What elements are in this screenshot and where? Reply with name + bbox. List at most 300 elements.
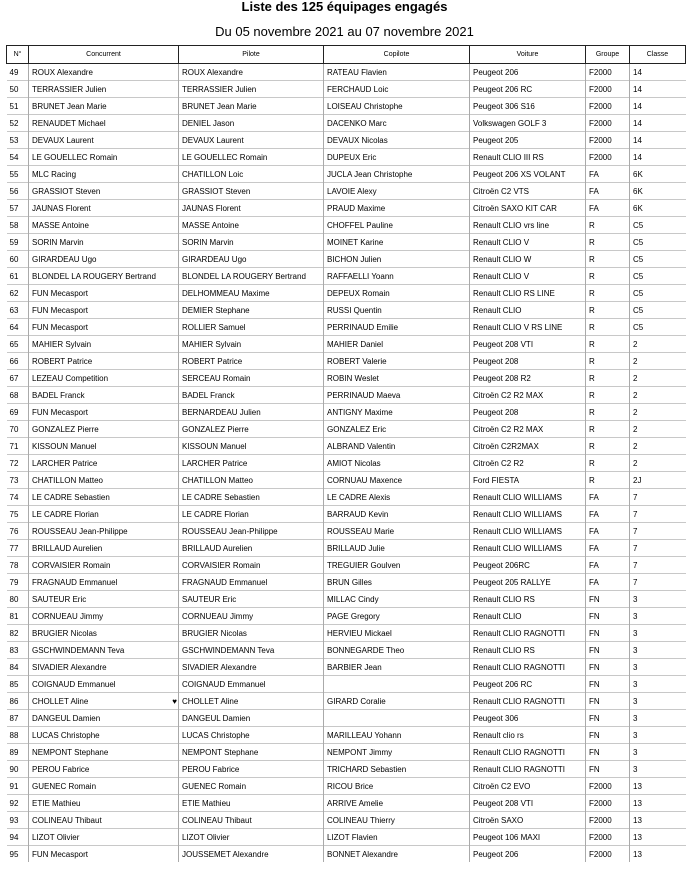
- classe-text: 7: [633, 526, 638, 536]
- copilote-text: HERVIEU Mickael: [327, 628, 392, 638]
- crew-number-text: 81: [9, 611, 19, 621]
- groupe-text: R: [589, 305, 595, 315]
- classe-cell: [630, 472, 686, 489]
- pilote-text: CHATILLON Loic: [182, 169, 244, 179]
- pilote-cell: [179, 727, 324, 744]
- voiture-text: Renault CLIO WILLIAMS: [473, 492, 562, 502]
- groupe-text: R: [589, 271, 595, 281]
- copilote-cell: [324, 778, 470, 795]
- voiture-cell: [470, 370, 586, 387]
- crew-number-text: 56: [9, 186, 19, 196]
- concurrent-text: FUN Mecasport: [32, 407, 89, 417]
- table-row: [7, 268, 686, 285]
- voiture-cell: [470, 489, 586, 506]
- groupe-text: FN: [589, 713, 600, 723]
- voiture-text: Peugeot 106 MAXI: [473, 832, 541, 842]
- concurrent-text: LE CADRE Sebastien: [32, 492, 110, 502]
- table-row: [7, 319, 686, 336]
- table-row: [7, 200, 686, 217]
- pilote-cell: [179, 268, 324, 285]
- copilote-cell: [324, 642, 470, 659]
- pilote-text: MAHIER Sylvain: [182, 339, 242, 349]
- concurrent-cell: [29, 489, 179, 506]
- classe-text: 13: [633, 781, 642, 791]
- classe-text: 7: [633, 492, 638, 502]
- copilote-text: LE CADRE Alexis: [327, 492, 391, 502]
- groupe-text: FN: [589, 628, 600, 638]
- pilote-cell: [179, 64, 324, 81]
- groupe-text: FA: [589, 577, 599, 587]
- voiture-text: Renault clio rs: [473, 730, 524, 740]
- concurrent-text: FUN Mecasport: [32, 849, 89, 859]
- voiture-cell: [470, 693, 586, 710]
- groupe-text: F2000: [589, 118, 612, 128]
- classe-cell: [630, 166, 686, 183]
- copilote-cell: [324, 506, 470, 523]
- groupe-cell: [586, 149, 630, 166]
- voiture-text: Renault CLIO: [473, 305, 522, 315]
- table-row: [7, 693, 686, 710]
- classe-text: 6K: [633, 169, 643, 179]
- concurrent-cell: [29, 523, 179, 540]
- pilote-text: PEROU Fabrice: [182, 764, 240, 774]
- concurrent-cell: [29, 676, 179, 693]
- concurrent-text: CHATILLON Matteo: [32, 475, 103, 485]
- crew-number-cell: [7, 251, 29, 268]
- classe-cell: [630, 829, 686, 846]
- pilote-text: CORNUEAU Jimmy: [182, 611, 254, 621]
- crew-number-cell: [7, 302, 29, 319]
- crew-table: [6, 45, 686, 862]
- groupe-text: FN: [589, 611, 600, 621]
- groupe-cell: [586, 98, 630, 115]
- crew-number-text: 88: [9, 730, 19, 740]
- groupe-cell: [586, 472, 630, 489]
- pilote-cell: [179, 98, 324, 115]
- classe-text: 2J: [633, 475, 642, 485]
- classe-text: 13: [633, 815, 642, 825]
- pilote-text: BADEL Franck: [182, 390, 235, 400]
- voiture-cell: [470, 727, 586, 744]
- classe-text: C5: [633, 305, 644, 315]
- groupe-cell: [586, 574, 630, 591]
- crew-number-text: 67: [9, 373, 19, 383]
- copilote-text: MAHIER Daniel: [327, 339, 384, 349]
- copilote-text: MILLAC Cindy: [327, 594, 379, 604]
- concurrent-cell: [29, 302, 179, 319]
- copilote-cell: [324, 251, 470, 268]
- concurrent-text: BRUGIER Nicolas: [32, 628, 97, 638]
- copilote-cell: [324, 591, 470, 608]
- voiture-cell: [470, 778, 586, 795]
- classe-text: 2: [633, 373, 638, 383]
- pilote-text: DEVAUX Laurent: [182, 135, 244, 145]
- groupe-cell: [586, 727, 630, 744]
- concurrent-text: GIRARDEAU Ugo: [32, 254, 97, 264]
- concurrent-text: LEZEAU Competition: [32, 373, 109, 383]
- crew-number-text: 76: [9, 526, 19, 536]
- pilote-text: LIZOT Olivier: [182, 832, 230, 842]
- table-row: [7, 523, 686, 540]
- table-row: [7, 625, 686, 642]
- classe-cell: [630, 557, 686, 574]
- concurrent-text: LARCHER Patrice: [32, 458, 98, 468]
- copilote-text: TRICHARD Sebastien: [327, 764, 407, 774]
- copilote-text: GIRARD Coralie: [327, 696, 386, 706]
- concurrent-cell: [29, 115, 179, 132]
- copilote-text: GONZALEZ Eric: [327, 424, 387, 434]
- copilote-text: LOISEAU Christophe: [327, 101, 403, 111]
- pilote-cell: [179, 438, 324, 455]
- groupe-text: R: [589, 322, 595, 332]
- crew-number-text: 90: [9, 764, 19, 774]
- crew-number-cell: [7, 115, 29, 132]
- concurrent-text: RENAUDET Michael: [32, 118, 106, 128]
- classe-cell: [630, 659, 686, 676]
- copilote-text: NEMPONT Jimmy: [327, 747, 393, 757]
- classe-cell: [630, 319, 686, 336]
- crew-number-text: 64: [9, 322, 19, 332]
- crew-number-cell: [7, 166, 29, 183]
- table-row: [7, 455, 686, 472]
- classe-cell: [630, 625, 686, 642]
- groupe-text: FA: [589, 492, 599, 502]
- pilote-text: SIVADIER Alexandre: [182, 662, 257, 672]
- voiture-text: Renault CLIO RAGNOTTI: [473, 764, 566, 774]
- classe-text: 3: [633, 628, 638, 638]
- table-row: [7, 744, 686, 761]
- groupe-cell: [586, 778, 630, 795]
- concurrent-cell: [29, 268, 179, 285]
- concurrent-text: JAUNAS Florent: [32, 203, 91, 213]
- groupe-text: F2000: [589, 101, 612, 111]
- pilote-text: GONZALEZ Pierre: [182, 424, 249, 434]
- copilote-cell: [324, 574, 470, 591]
- voiture-text: Renault CLIO WILLIAMS: [473, 509, 562, 519]
- crew-number-cell: [7, 625, 29, 642]
- crew-number-text: 84: [9, 662, 19, 672]
- crew-number-cell: [7, 132, 29, 149]
- table-row: [7, 234, 686, 251]
- voiture-text: Peugeot 206: [473, 67, 519, 77]
- classe-cell: [630, 149, 686, 166]
- pilote-text: FRAGNAUD Emmanuel: [182, 577, 268, 587]
- voiture-text: Peugeot 208: [473, 356, 519, 366]
- classe-text: 3: [633, 713, 638, 723]
- concurrent-text: LIZOT Olivier: [32, 832, 80, 842]
- table-row: [7, 302, 686, 319]
- voiture-cell: [470, 438, 586, 455]
- pilote-cell: [179, 846, 324, 863]
- pilote-text: DEMIER Stephane: [182, 305, 250, 315]
- classe-cell: [630, 489, 686, 506]
- groupe-cell: [586, 591, 630, 608]
- table-row: [7, 489, 686, 506]
- groupe-cell: [586, 659, 630, 676]
- crew-number-text: 62: [9, 288, 19, 298]
- concurrent-cell: [29, 183, 179, 200]
- crew-number-text: 82: [9, 628, 19, 638]
- groupe-text: R: [589, 288, 595, 298]
- pilote-cell: [179, 489, 324, 506]
- groupe-text: F2000: [589, 67, 612, 77]
- copilote-text: BONNET Alexandre: [327, 849, 398, 859]
- crew-number-cell: [7, 829, 29, 846]
- groupe-cell: [586, 540, 630, 557]
- crew-number-text: 93: [9, 815, 19, 825]
- crew-number-text: 60: [9, 254, 19, 264]
- groupe-cell: [586, 251, 630, 268]
- concurrent-text: FUN Mecasport: [32, 305, 89, 315]
- crew-number-cell: [7, 659, 29, 676]
- concurrent-text: ROUX Alexandre: [32, 67, 93, 77]
- copilote-cell: [324, 455, 470, 472]
- voiture-text: Peugeot 205 RALLYE: [473, 577, 551, 587]
- pilote-text: SERCEAU Romain: [182, 373, 251, 383]
- voiture-text: Renault CLIO V: [473, 271, 530, 281]
- table-row: [7, 642, 686, 659]
- copilote-cell: [324, 472, 470, 489]
- groupe-text: FN: [589, 662, 600, 672]
- copilote-cell: [324, 761, 470, 778]
- crew-number-text: 71: [9, 441, 19, 451]
- table-row: [7, 761, 686, 778]
- copilote-text: RATEAU Flavien: [327, 67, 387, 77]
- concurrent-cell: [29, 557, 179, 574]
- groupe-cell: [586, 846, 630, 863]
- copilote-cell: [324, 387, 470, 404]
- pilote-text: ROUX Alexandre: [182, 67, 243, 77]
- voiture-text: Renault CLIO RS LINE: [473, 288, 555, 298]
- voiture-cell: [470, 353, 586, 370]
- voiture-cell: [470, 302, 586, 319]
- voiture-text: Citroën C2 R2: [473, 458, 524, 468]
- classe-cell: [630, 574, 686, 591]
- concurrent-cell: [29, 98, 179, 115]
- concurrent-text: PEROU Fabrice: [32, 764, 90, 774]
- concurrent-cell: [29, 421, 179, 438]
- groupe-text: R: [589, 356, 595, 366]
- table-row: [7, 795, 686, 812]
- crew-number-text: 92: [9, 798, 19, 808]
- voiture-text: Citroën SAXO: [473, 815, 524, 825]
- copilote-cell: [324, 812, 470, 829]
- table-row: [7, 166, 686, 183]
- groupe-text: FA: [589, 509, 599, 519]
- concurrent-text: MASSE Antoine: [32, 220, 89, 230]
- groupe-text: F2000: [589, 135, 612, 145]
- copilote-cell: [324, 523, 470, 540]
- copilote-cell: [324, 268, 470, 285]
- classe-text: 2: [633, 356, 638, 366]
- crew-number-text: 58: [9, 220, 19, 230]
- crew-number-text: 95: [9, 849, 19, 859]
- classe-text: 13: [633, 832, 642, 842]
- col-concurrent-header: Concurrent: [29, 46, 179, 64]
- classe-cell: [630, 608, 686, 625]
- voiture-cell: [470, 557, 586, 574]
- crew-number-cell: [7, 761, 29, 778]
- pilote-text: SAUTEUR Eric: [182, 594, 237, 604]
- col-copilote-header: Copilote: [324, 46, 470, 64]
- groupe-cell: [586, 268, 630, 285]
- crew-number-cell: [7, 727, 29, 744]
- concurrent-cell: [29, 455, 179, 472]
- concurrent-cell: [29, 132, 179, 149]
- copilote-cell: [324, 693, 470, 710]
- groupe-cell: [586, 489, 630, 506]
- classe-text: 7: [633, 560, 638, 570]
- page-title: Liste des 125 équipages engagés: [241, 0, 448, 14]
- classe-cell: [630, 387, 686, 404]
- table-row: [7, 98, 686, 115]
- crew-number-cell: [7, 81, 29, 98]
- voiture-text: Peugeot 306: [473, 713, 519, 723]
- pilote-text: COIGNAUD Emmanuel: [182, 679, 266, 689]
- crew-number-cell: [7, 98, 29, 115]
- copilote-cell: [324, 149, 470, 166]
- pilote-cell: [179, 608, 324, 625]
- voiture-text: Citroën C2 R2 MAX: [473, 390, 544, 400]
- concurrent-cell: [29, 353, 179, 370]
- classe-cell: [630, 98, 686, 115]
- groupe-cell: [586, 693, 630, 710]
- classe-text: 2: [633, 339, 638, 349]
- copilote-cell: [324, 608, 470, 625]
- concurrent-cell: [29, 506, 179, 523]
- copilote-cell: [324, 438, 470, 455]
- copilote-text: PRAUD Maxime: [327, 203, 386, 213]
- groupe-text: FA: [589, 526, 599, 536]
- classe-cell: [630, 455, 686, 472]
- classe-text: 3: [633, 764, 638, 774]
- pilote-text: CORVAISIER Romain: [182, 560, 261, 570]
- groupe-text: FA: [589, 543, 599, 553]
- crew-number-cell: [7, 812, 29, 829]
- classe-cell: [630, 200, 686, 217]
- table-row: [7, 608, 686, 625]
- table-row: [7, 710, 686, 727]
- crew-number-cell: [7, 353, 29, 370]
- concurrent-cell: [29, 608, 179, 625]
- pilote-text: BLONDEL LA ROUGERY Bertrand: [182, 271, 306, 281]
- concurrent-cell: [29, 200, 179, 217]
- crew-number-text: 94: [9, 832, 19, 842]
- concurrent-text: ROUSSEAU Jean-Philippe: [32, 526, 128, 536]
- voiture-cell: [470, 829, 586, 846]
- concurrent-cell: [29, 81, 179, 98]
- voiture-text: Renault CLIO WILLIAMS: [473, 526, 562, 536]
- copilote-cell: [324, 676, 470, 693]
- pilote-cell: [179, 234, 324, 251]
- voiture-cell: [470, 795, 586, 812]
- groupe-cell: [586, 455, 630, 472]
- classe-cell: [630, 132, 686, 149]
- classe-text: C5: [633, 288, 644, 298]
- copilote-text: BARBIER Jean: [327, 662, 382, 672]
- concurrent-text: KISSOUN Manuel: [32, 441, 97, 451]
- groupe-cell: [586, 234, 630, 251]
- concurrent-cell: [29, 829, 179, 846]
- table-row: [7, 829, 686, 846]
- voiture-text: Peugeot 206RC: [473, 560, 530, 570]
- voiture-cell: [470, 234, 586, 251]
- crew-number-text: 77: [9, 543, 19, 553]
- voiture-text: Renault CLIO WILLIAMS: [473, 543, 562, 553]
- pilote-cell: [179, 812, 324, 829]
- crew-number-text: 87: [9, 713, 19, 723]
- pilote-text: GUENEC Romain: [182, 781, 247, 791]
- voiture-text: Ford FIESTA: [473, 475, 520, 485]
- pilote-cell: [179, 132, 324, 149]
- concurrent-text: FUN Mecasport: [32, 322, 89, 332]
- table-row: [7, 64, 686, 81]
- pilote-text: COLINEAU Thibaut: [182, 815, 252, 825]
- copilote-text: ARRIVE Amelie: [327, 798, 384, 808]
- voiture-text: Renault CLIO RAGNOTTI: [473, 696, 566, 706]
- copilote-cell: [324, 81, 470, 98]
- pilote-cell: [179, 200, 324, 217]
- groupe-cell: [586, 761, 630, 778]
- crew-number-text: 73: [9, 475, 19, 485]
- voiture-text: Peugeot 208 VTI: [473, 798, 534, 808]
- table-row: [7, 370, 686, 387]
- groupe-text: FN: [589, 696, 600, 706]
- voiture-text: Peugeot 306 S16: [473, 101, 535, 111]
- pilote-text: DANGEUL Damien: [182, 713, 251, 723]
- groupe-text: FN: [589, 730, 600, 740]
- classe-text: C5: [633, 254, 644, 264]
- groupe-cell: [586, 166, 630, 183]
- concurrent-cell: [29, 217, 179, 234]
- crew-number-cell: [7, 370, 29, 387]
- copilote-text: LIZOT Flavien: [327, 832, 378, 842]
- groupe-text: R: [589, 458, 595, 468]
- copilote-text: DACENKO Marc: [327, 118, 387, 128]
- voiture-text: Peugeot 205: [473, 135, 519, 145]
- classe-cell: [630, 591, 686, 608]
- crew-number-cell: [7, 268, 29, 285]
- voiture-text: Renault CLIO V RS LINE: [473, 322, 563, 332]
- voiture-cell: [470, 506, 586, 523]
- classe-text: 14: [633, 101, 642, 111]
- classe-cell: [630, 115, 686, 132]
- voiture-cell: [470, 64, 586, 81]
- concurrent-cell: [29, 693, 179, 710]
- concurrent-text: LUCAS Christophe: [32, 730, 100, 740]
- classe-cell: [630, 64, 686, 81]
- classe-cell: [630, 438, 686, 455]
- classe-cell: [630, 812, 686, 829]
- groupe-cell: [586, 370, 630, 387]
- groupe-text: F2000: [589, 152, 612, 162]
- concurrent-text: GONZALEZ Pierre: [32, 424, 99, 434]
- crew-number-cell: [7, 234, 29, 251]
- pilote-text: DENIEL Jason: [182, 118, 235, 128]
- voiture-cell: [470, 166, 586, 183]
- concurrent-cell: [29, 149, 179, 166]
- classe-text: 7: [633, 509, 638, 519]
- copilote-text: MOINET Karine: [327, 237, 384, 247]
- crew-number-text: 55: [9, 169, 19, 179]
- concurrent-cell: [29, 659, 179, 676]
- voiture-cell: [470, 846, 586, 863]
- crew-number-cell: [7, 676, 29, 693]
- voiture-text: Renault CLIO V: [473, 237, 530, 247]
- crew-number-text: 69: [9, 407, 19, 417]
- groupe-text: FN: [589, 594, 600, 604]
- copilote-text: PAGE Gregory: [327, 611, 380, 621]
